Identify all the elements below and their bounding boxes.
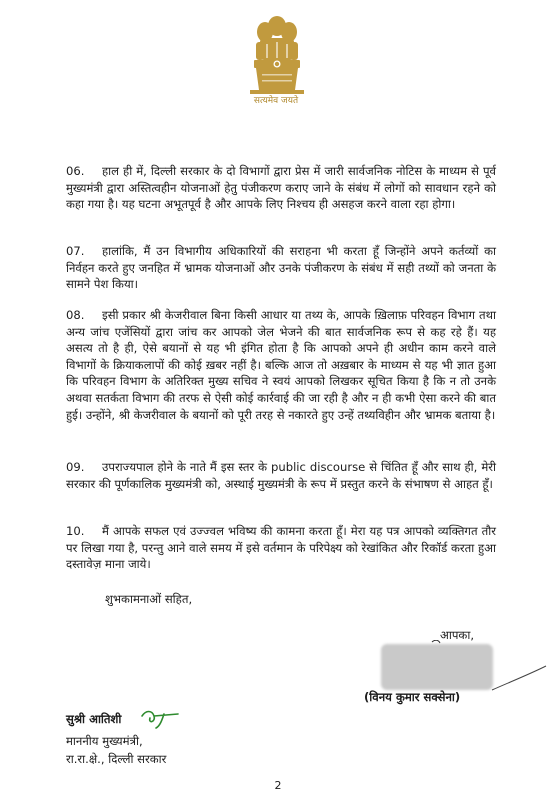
paragraph-text: इसी प्रकार श्री केजरीवाल बिना किसी आधार या तथ्य के, आपके ख़िलाफ़ परिवहन विभाग तथा अन्य जांच एजेंसियों द्वारा जांच कर आपको जेल भेजने की बात सार्वजनिक रूप से कह रहे हैं। यह असत्य तो है ही, ऐसे बयानों से यह भी इंगित होता है कि आपको अपने ही अधीन काम करने वाले विभागों के क्रियाकलापों की कोई ख़बर नहीं है। बल्कि आज तो अख़बार के माध्यम से यह भी ज्ञात हुआ कि परिवहन विभाग के अतिरिक्त मुख्य सचिव ने स्वयं आपको लिखकर सूचित किया है कि न तो उनके अथवा सतर्कता विभाग की तरफ से ऐसी कोई कार्रवाई की जा रही है और न ही कभी ऐसा करने की बात हुई। उन्होंने, श्री केजरीवाल के बयानों को पूरी तरह से नकारते हुए उन्हें तथ्यविहीन और भ्रामक बताया है। [66,308,496,422]
addressee-office: रा.रा.क्षे., दिल्ली सरकार [66,752,167,766]
paragraph-text: उपराज्यपाल होने के नाते मैं इस स्तर के public discourse से चिंतित हूँ और साथ ही, मेरी सरकार की पूर्णकालिक मुख्यमंत्री को, अस्थाई मुख्यमंत्री के रूप में प्रस्तुत करने के संभाषण से आहत हूँ। [66,460,496,491]
paragraph-09 [66,459,496,492]
paragraph-number: 09. [66,460,85,474]
paragraph-number: 10. [66,524,85,538]
paragraph-number: 08. [66,308,85,322]
addressee-title: माननीय मुख्यमंत्री, [66,734,143,748]
emblem-motto: सत्यमेव जयते [253,96,299,106]
paragraph-08 [66,307,496,423]
paragraph-number: 06. [66,164,85,178]
paragraph-10 [66,523,496,573]
paragraph-text: मैं आपके सफल एवं उज्ज्वल भविष्य की कामना करता हूँ। मेरा यह पत्र आपको व्यक्तिगत तौर पर लिखा गया है, परन्तु आने वाले समय में इसे वर्तमान के परिपेक्ष्य को रेखांकित और रिकॉर्ड करता हुआ दस्तावेज़ माना जाये। [66,524,496,572]
signer-name: (विनय कुमार सक्सेना) [364,690,461,704]
paragraph-number: 07. [66,244,85,258]
addressee-signature [138,704,184,732]
paragraph-06 [66,163,496,213]
closing-greeting: शुभकामनाओं सहित, [105,592,193,606]
page-number: 2 [274,779,282,792]
paragraph-text: हालांकि, मैं उन विभागीय अधिकारियों की सराहना भी करता हूँ जिन्होंने अपने कर्तव्यों का निर्वहन करते हुए जनहित में भ्रामक योजनाओं और उनके पंजीकरण के संबंध में सही तथ्यों को जनता के सामने पेश किया। [66,244,496,292]
paragraph-text: हाल ही में, दिल्ली सरकार के दो विभागों द्वारा प्रेस में जारी सार्वजनिक नोटिस के माध्यम से पूर्व मुख्यमंत्री द्वारा अस्तित्वहीन योजनाओं हेतु पंजीकरण कराए जाने के संबंध में लोगों को सावधान रहने को कहा गया है। यह घटना अभूतपूर्व है और आपके लिए निश्चय ही असहज करने वाला रहा होगा। [66,164,496,212]
addressee-name: सुश्री आतिशी [66,712,122,726]
closing-yours: आपका, [440,628,475,642]
paragraph-07 [66,243,496,293]
